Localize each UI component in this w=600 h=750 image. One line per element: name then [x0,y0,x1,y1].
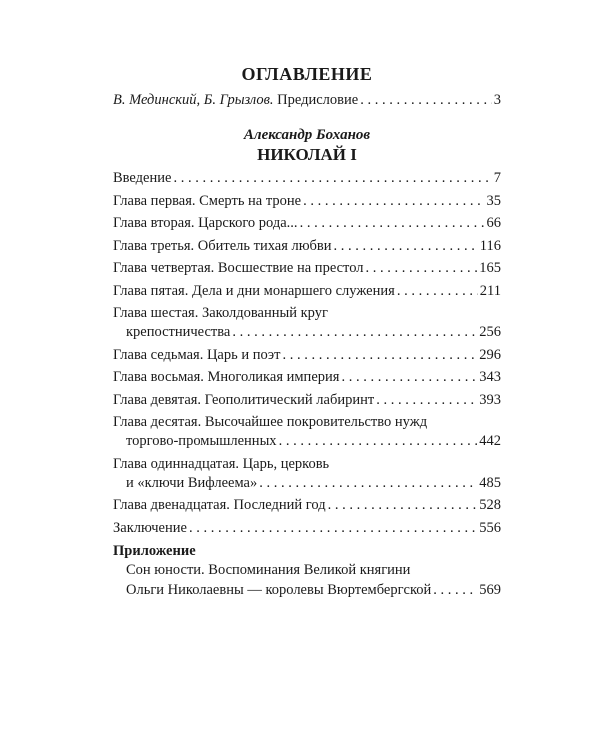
toc-entry[interactable] [113,282,501,301]
dot-leader [376,391,477,410]
entry-title-cont: крепостничества [126,324,231,340]
entry-title: Глава вторая. Царского рода... [113,215,298,231]
dot-leader [259,474,477,493]
entry-title: Глава пятая. Дела и дни монаршего служения [113,282,395,299]
page-number: 442 [479,433,501,449]
appendix-title: Сон юности. Воспоминания Великой княгини [126,561,411,578]
toc-entry[interactable] [113,304,501,342]
toc-entry[interactable] [113,259,501,278]
toc-entry[interactable] [113,237,501,256]
toc-entry[interactable] [113,368,501,387]
dot-leader [328,496,478,515]
page-number: 7 [493,170,501,186]
entry-title: Заключение [113,519,187,536]
page-number: 343 [479,369,501,385]
entry-title: Глава одиннадцатая. Царь, церковь [113,455,330,472]
page-number: 3 [493,92,501,108]
page-number: 165 [479,260,501,276]
toc-entry[interactable] [113,192,501,211]
page-number: 66 [486,215,501,231]
page-number: 116 [479,237,501,254]
page-number: 35 [486,192,501,209]
page-number: 211 [479,282,501,299]
entry-title: Введение [113,170,172,186]
page-number: 556 [479,519,501,536]
entry-title: Глава девятая. Геополитический лабиринт [113,391,375,408]
toc-entry[interactable] [113,496,501,515]
dot-leader [341,368,477,387]
preface-label: Предисловие [277,92,359,108]
toc-list [113,169,501,600]
entry-title: Глава шестая. Заколдованный круг [113,305,328,321]
entry-title: Глава восьмая. Многоликая империя [113,369,340,385]
entry-title-cont: торгово-промышленных [126,433,277,449]
dot-leader [303,192,484,211]
dot-leader [366,259,478,278]
dot-leader [189,519,477,538]
toc-entry[interactable] [113,455,501,493]
toc-entry[interactable] [113,413,501,451]
entry-title: Глава четвертая. Восшествие на престол [113,260,364,276]
entry-title: Глава седьмая. Царь и поэт [113,346,281,363]
entry-title: Глава десятая. Высочайшее покровительство нужд [113,414,428,430]
page-number: 256 [479,324,501,340]
page-number: 485 [479,474,501,491]
toc-entry[interactable] [113,519,501,538]
entry-title: Глава двенадцатая. Последний год [113,497,326,513]
entry-title-cont: и «ключи Вифлеема» [126,474,258,491]
page-number: 528 [479,497,501,513]
toc-entry-appendix[interactable] [113,542,501,600]
toc-entry-preface[interactable] [113,92,501,109]
page-number: 569 [479,581,501,598]
appendix-heading: Приложение [113,542,196,559]
dot-leader [173,169,491,188]
page-number: 296 [479,346,501,363]
dot-leader [283,346,478,365]
toc-entry[interactable] [113,346,501,365]
page-number: 393 [479,391,501,408]
entry-title: Глава третья. Обитель тихая любви [113,237,332,254]
toc-entry[interactable] [113,391,501,410]
page-title: ОГЛАВЛЕНИЕ [241,64,373,84]
toc-entry[interactable] [113,169,501,188]
dot-leader [300,214,485,233]
appendix-title-cont: Ольги Николаевны — королевы Вюртембергской [126,581,432,598]
dot-leader [279,432,478,451]
section-title: НИКОЛАЙ I [257,145,357,164]
dot-leader [397,282,478,301]
preface-authors: В. Мединский, Б. Грызлов. [113,92,274,108]
entry-title: Глава первая. Смерть на троне [113,192,302,209]
dot-leader [232,323,477,342]
dot-leader [334,237,478,256]
dot-leader [433,580,477,600]
dot-leader [360,92,492,109]
section-author: Александр Боханов [243,127,371,143]
toc-entry[interactable] [113,214,501,233]
